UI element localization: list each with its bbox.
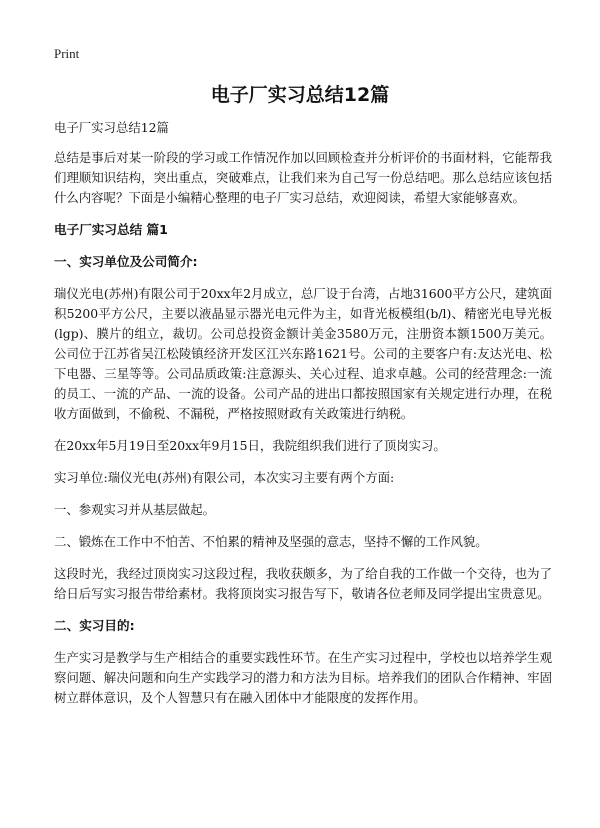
internship-unit-paragraph: 实习单位:瑞仪光电(苏州)有限公司，本次实习主要有两个方面: [54, 470, 395, 485]
internship-dates-paragraph: 在20xx年5月19日至20xx年9月15日，我院组织我们进行了顶岗实习。 [54, 438, 446, 453]
reflection-paragraph: 这段时光，我经过顶岗实习这段过程，我收获颇多，为了给自我的工作做一个交待，也为了给日后写实习报告带给素材。我将顶岗实习报告写下，敬请各位老师及同学提出宝贵意见。 [54, 566, 552, 601]
print-link[interactable]: Print [54, 46, 80, 61]
page-title: 电子厂实习总结12篇 [210, 84, 390, 106]
company-intro-paragraph: 瑞仪光电(苏州)有限公司于20xx年2月成立，总厂设于台湾，占地31600平方公尺，建筑面积5200平方公尺，主要以液晶显示器光电元件为主，如背光板模组(b/l)、精密光电导光板(lgp)、膜片的组立，裁切。公司总投资金额计美金3580万元，注册资本额1500万美元。公司位于江苏省吴江松陵镇经济开发区江兴东路1621号。公司的主要客户有:友达光电、松下电器、三星等等。公司品质政策:注意源头、关心过程、追求卓越。公司的经营理念:一流的员工、一流的产品、一流的设备。公司产品的进出口都按照国家有关规定进行办理，在税收方面做到，不偷税、不漏税，严格按照财政有关政策进行纳税。 [54, 286, 552, 421]
document-body [54, 118, 552, 720]
document-subtitle: 电子厂实习总结12篇 [54, 120, 169, 135]
purpose-paragraph: 生产实习是教学与生产相结合的重要实践性环节。在生产实习过程中，学校也以培养学生观察问题、解决问题和向生产实践学习的潜力和方法为目标。培养我们的团队合作精神、牢固树立群体意识，及个人智慧只有在融入团体中才能限度的发挥作用。 [54, 650, 552, 705]
section-heading-purpose: 二、实习目的: [54, 618, 135, 633]
section-heading-company: 一、实习单位及公司简介: [54, 254, 198, 269]
aspect-two-paragraph: 二、锻炼在工作中不怕苦、不怕累的精神及坚强的意志，坚持不懈的工作风貌。 [54, 534, 488, 549]
aspect-one-paragraph: 一、参观实习并从基层做起。 [54, 502, 216, 517]
intro-paragraph: 总结是事后对某一阶段的学习或工作情况作加以回顾检查并分析评价的书面材料，它能帮我们理顺知识结构，突出重点，突破难点，让我们来为自己写一份总结吧。那么总结应该包括什么内容呢？下面是小编精心整理的电子厂实习总结，欢迎阅读，希望大家能够喜欢。 [54, 150, 552, 205]
article-heading: 电子厂实习总结 篇1 [54, 222, 168, 237]
